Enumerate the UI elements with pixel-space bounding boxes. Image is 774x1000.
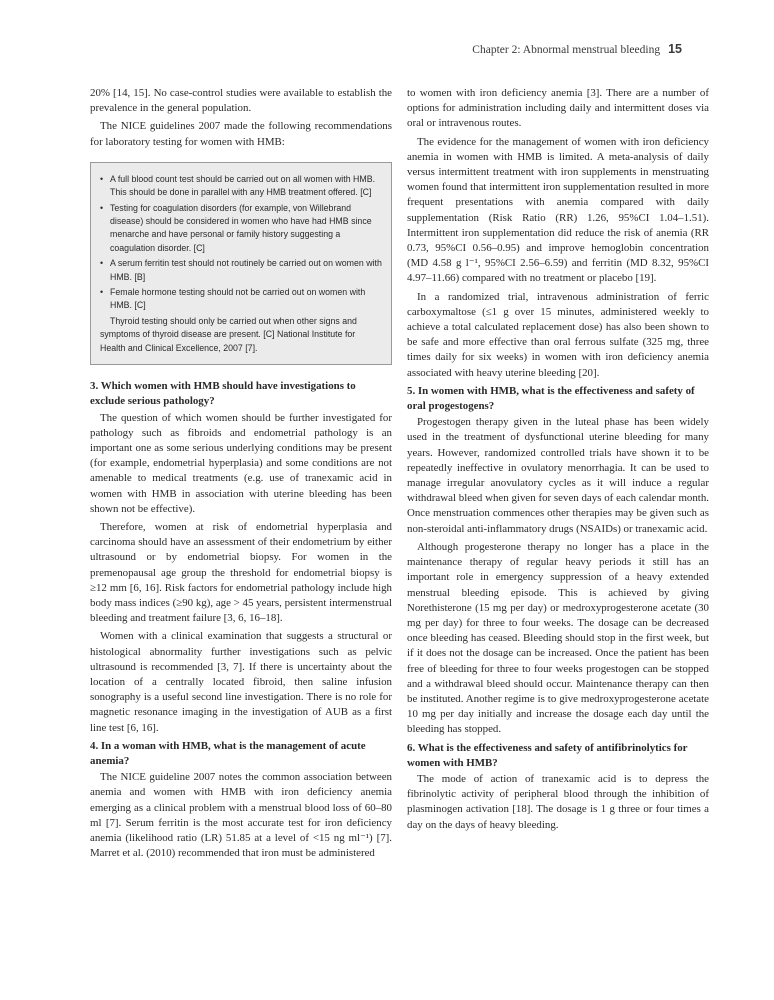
paragraph: In a randomized trial, intravenous administration of ferric carboxymaltose (≤1 g over 15 minutes, administered weekly to achieve a total calculated replacement dose) has also been shown to be safe and more effective than oral ferrous sulfate (325 mg, three times daily for six weeks) in women with iron deficiency anemia associated with heavy uterine bleeding [20].	[407, 290, 709, 379]
paragraph: The NICE guidelines 2007 made the following recommendations for laboratory testing for women with HMB:	[90, 120, 392, 148]
paragraph: The mode of action of tranexamic acid is to depress the fibrinolytic activity of peripheral blood through the inhibition of plasminogen activation [18]. The dosage is 1 g three or four times a day on the days of heavy bleeding.	[407, 772, 709, 831]
chapter-title: Chapter 2: Abnormal menstrual bleeding	[472, 44, 661, 56]
paragraph: The evidence for the management of women with iron deficiency anemia in women with HMB is limited. A meta-analysis of daily versus intermittent treatment with iron supplements in menstruating women found that intermittent iron supplementation resulted in more frequent presentations with anemia compared with daily supplementation (Risk Ratio (RR) 1.26, 95%CI 1.04–1.51). Intermittent iron supplementation did reduce the risk of anemia (RR 0.73, 95%CI 0.56–0.95) and improve hemoglobin concentration (MD 4.58 g l⁻¹, 95%CI 2.56–6.59) and ferritin (MD 8.32, 95%CI 4.97–11.66) compared with no treatment or placebo [19].	[407, 135, 709, 285]
section-heading: 3. Which women with HMB should have investigations to exclude serious pathology?	[90, 380, 356, 408]
page-number: 15	[668, 42, 682, 56]
paragraph: Women with a clinical examination that suggests a structural or histological abnormality further investigations such as pelvic ultrasound is recommended [3, 7]. If there is uncertainty about the location of a centrally located fibroid, then saline infusion sonography is a useful second line investigation. There is no role for magnetic resonance imaging in the investigation of AUB as a first line test [6, 16].	[90, 630, 392, 734]
list-item: • Female hormone testing should not be carried out on women with HMB. [C]	[100, 286, 382, 313]
paragraph: Progestogen therapy given in the luteal phase has been widely used in the treatment of dysfunctional uterine bleeding for many years. However, randomized controlled trials have shown it to be repeatedly ineffective in ovulatory menorrhagia. It can be used to manage irregular anovulatory cycles as it will induce a regular withdrawal bleed when given for seven days of each calendar month. Once menstruation commences other therapies may be given such as non-steroidal anti-inflammatory drugs (NSAIDs) or tranexamic acid.	[407, 416, 709, 535]
list-item: • Testing for coagulation disorders (for example, von Willebrand disease) should be considered in women who have had HMB since menarche and have personal or family history suggesting a coagulation disorder. [C]	[100, 202, 382, 256]
section-heading: 6. What is the effectiveness and safety of antifibrinolytics for women with HMB?	[407, 741, 688, 769]
section-heading: 5. In women with HMB, what is the effectiveness and safety of oral progestogens?	[407, 384, 695, 413]
running-header	[472, 42, 682, 56]
nice-recommendations-box	[90, 162, 392, 365]
paragraph: 20% [14, 15]. No case-control studies were available to establish the prevalence in the general population.	[90, 87, 392, 115]
box-note: Thyroid testing should only be carried out when other signs and symptoms of thyroid disease are present. [C] National Institute for Health and Clinical Excellence, 2007 [7].	[100, 315, 357, 353]
paragraph: Although progesterone therapy no longer has a place in the maintenance therapy of regular heavy periods it still has an important role in emergency suppression of a heavy extended menstrual bleeding episode. This is achieved by giving Norethisterone (15 mg per day) or medroxyprogesterone acetate (30 mg per day) for three to four weeks. The dosage can be decreased once bleeding has ceased. Bleeding should stop in the first week, but if it does not the dosage can be increased. Once the patient has been free of bleeding for three to four weeks progestogen can be stopped and a withdrawal bleed should occur. Maintenance therapy can then be instituted. Another regime is to give medroxyprogesterone acetate 10 mg per day initially and increase the dosage each day until the bleeding has stopped.	[407, 540, 709, 736]
list-item: • A full blood count test should be carried out on all women with HMB. This should be done in parallel with any HMB treatment offered. [C]	[100, 173, 382, 200]
list-item: • A serum ferritin test should not routinely be carried out on women with HMB. [B]	[100, 257, 382, 284]
recommendation-list	[100, 173, 382, 313]
paragraph: The question of which women should be further investigated for pathology such as fibroids and endometrial pathology is an important one as some serious underlying conditions may be present (for example, endometrial hyperplasia) and some conditions are not amenable to medical treatments (e.g. use of tranexamic acid in women with HMB in association with uterine bleeding has been shown not be effective).	[90, 411, 392, 515]
paragraph: Therefore, women at risk of endometrial hyperplasia and carcinoma should have an assessment of their endometrium by either ultrasound or by endometrial biopsy. For women in the premenopausal age group the threshold for endometrial biopsy is ≥12 mm [6, 16]. Risk factors for endometrial pathology include high body mass indices (≥90 kg), age > 45 years, persistent intermenstrual bleeding and treatment failure [3, 6, 16–18].	[90, 520, 392, 625]
section-heading: 4. In a woman with HMB, what is the management of acute anemia?	[90, 739, 366, 767]
right-column	[407, 86, 709, 836]
left-column	[90, 86, 392, 864]
paragraph: to women with iron deficiency anemia [3]. There are a number of options for administration including daily and intermittent doses via oral or intravenous routes.	[407, 87, 709, 130]
paragraph: The NICE guideline 2007 notes the common association between anemia and women with HMB with iron deficiency anemia emerging as a clinical problem with a menstrual blood loss of 60–80 ml [7]. Serum ferritin is the most accurate test for iron deficiency anemia (likelihood ratio (LR) 51.85 at a level of <15 ng ml⁻¹) [7]. Marret et al. (2010) recommended that iron must be administered	[90, 771, 392, 860]
